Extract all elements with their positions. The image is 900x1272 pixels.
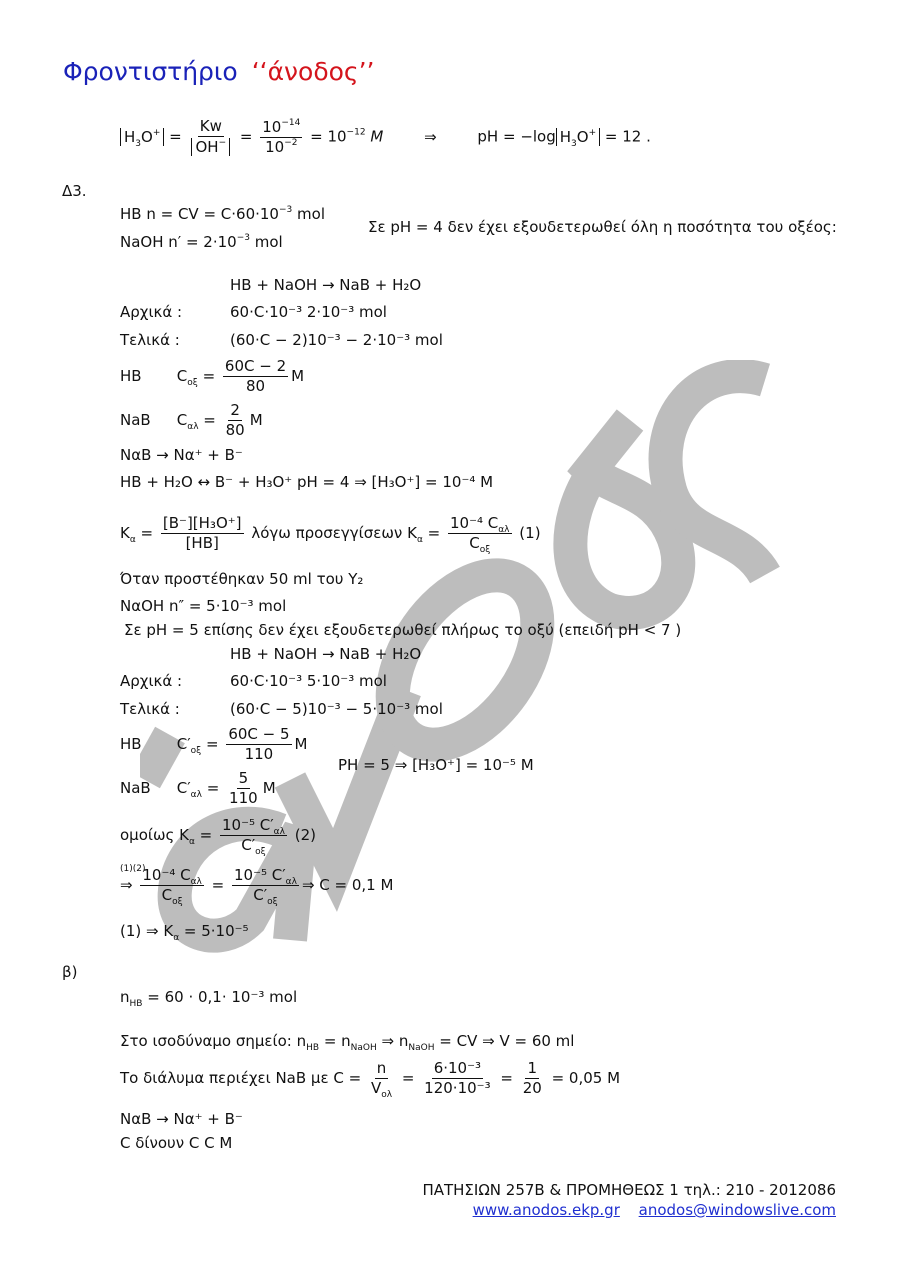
c-salt-2: NaB $C'_{\alpha\lambda}$ = $\frac{5}{110}$ M (120, 769, 276, 807)
page-header (63, 57, 374, 86)
dissociation-b: NαB → Nα⁺ + B⁻ (120, 1110, 243, 1128)
final-values-2: (60·C − 5)10⁻³ − 5·10⁻³ mol (230, 700, 443, 718)
h3o-equation: $H_3O^+$ = $\frac{Kw}{OH^-}$ = $\frac{10^{-14}}{10^{-2}}$ = $10^{-12}$ M ⇒ pH = −log $H_3O^+ = 12$ . (120, 118, 651, 156)
email-link[interactable]: anodos@windowslive.com (638, 1201, 836, 1219)
kw-fraction: $\frac{Kw}{OH^-}$ (189, 118, 232, 156)
page-footer (422, 1180, 836, 1220)
combine-equations: (1)(2) ⇒ $\frac{10^{-4} C_{\alpha\lambda}}{C_{o\xi}}$ = $\frac{10^{-5} C'_{\alpha\lambda}}{C'_{o\xi}}$ ⇒ C = 0,1 M (120, 864, 394, 907)
initial-label-2: Αρχικά : (120, 672, 183, 690)
final-label-1: Τελικά : (120, 331, 180, 349)
gives-b: C δίνουν C C M (120, 1134, 233, 1152)
footer-address: ΠΑΤΗΣΙΩΝ 257Β & ΠΡΟΜΗΘΕΩΣ 1 τηλ.: 210 - 2012086 (422, 1181, 836, 1199)
ka-result: (1) ⇒ $K_\alpha = 5\cdot 10^{-5}$ (120, 922, 249, 943)
header-brand: ‘‘άνοδος’’ (251, 57, 375, 86)
equilibrium-1: HB + H₂O ↔ B⁻ + H₃O⁺ pH = 4 ⇒ [H₃O⁺] = 10⁻⁴ M (120, 473, 494, 491)
header-title: Φροντιστήριο (63, 57, 238, 86)
initial-values-2: 60·C·10⁻³ 5·10⁻³ mol (230, 672, 387, 690)
reaction-1: HB + NaOH → NaB + H₂O (230, 276, 422, 294)
naoh-moles: NaOH $n' = 2\cdot 10^{-3}$ mol (120, 233, 283, 251)
ph4-note: Σε pH = 4 δεν έχει εξουδετερωθεί όλη η ποσότητα του οξέος: (368, 218, 837, 236)
similarly-ka: ομοίως $K_\alpha$ = $\frac{10^{-5} C'_{\alpha\lambda}}{C'_{o\xi}}$ (2) (120, 816, 316, 857)
ph5-note: Σε pH = 5 επίσης δεν έχει εξουδετερωθεί πλήρως το οξύ (επειδή pH < 7 ) (124, 621, 682, 639)
initial-values-1: 60·C·10⁻³ 2·10⁻³ mol (230, 303, 387, 321)
ka-expression: $K_\alpha$ = $\frac{\text{[B⁻][H₃O⁺]}}{[HB]}$ λόγω προσεγγίσεων $K_\alpha$ = $\frac{10^{-4} C_{\alpha\lambda}}{C_{o\xi}}$ (1) (120, 514, 541, 555)
dissociation-1: NαB → Nα⁺ + B⁻ (120, 446, 243, 464)
initial-label-1: Αρχικά : (120, 303, 183, 321)
naoh-moles-2: NαOH n″ = 5·10⁻³ mol (120, 597, 287, 615)
c-salt-1: NaB $C_{\alpha\lambda}$ = $\frac{2}{80}$ M (120, 401, 263, 439)
solution-concentration: Το διάλυμα περιέχει NaB με C = $\frac{n}{V_{o\lambda}}$ = $\frac{\text{6·10⁻³}}{\text{120·10⁻³}}$ = $\frac{1}{20}$ = 0,05 M (120, 1059, 621, 1100)
c-acid-1: HB $C_{o\xi}$ = $\frac{60C - 2}{80}$ M (120, 357, 305, 395)
n-hb: $n_{HB} = 60 \cdot 0,1\cdot 10^{-3}$ mol (120, 988, 298, 1009)
ph5-concentration: PH = 5 ⇒ [H₃O⁺] = 10⁻⁵ M (338, 756, 534, 774)
reaction-2: HB + NaOH → NaB + H₂O (230, 645, 422, 663)
c-acid-2: HB $C'_{o\xi}$ = $\frac{60C - 5}{110}$ M (120, 725, 308, 763)
section-d3-label: Δ3. (62, 182, 87, 200)
hb-moles: HB n = CV = $C\cdot 60\cdot 10^{-3}$ mol (120, 205, 325, 223)
website-link[interactable]: www.anodos.ekp.gr (472, 1201, 620, 1219)
added-volume: Όταν προστέθηκαν 50 ml του Y₂ (120, 570, 364, 588)
section-b-label: β) (62, 963, 78, 981)
equivalence-point: Στο ισοδύναμο σημείο: $n_{HB} = n_{NaOH}$ ⇒ $n_{NaOH}$ = CV ⇒ V = 60 ml (120, 1032, 575, 1053)
final-values-1: (60·C − 2)10⁻³ − 2·10⁻³ mol (230, 331, 443, 349)
final-label-2: Τελικά : (120, 700, 180, 718)
